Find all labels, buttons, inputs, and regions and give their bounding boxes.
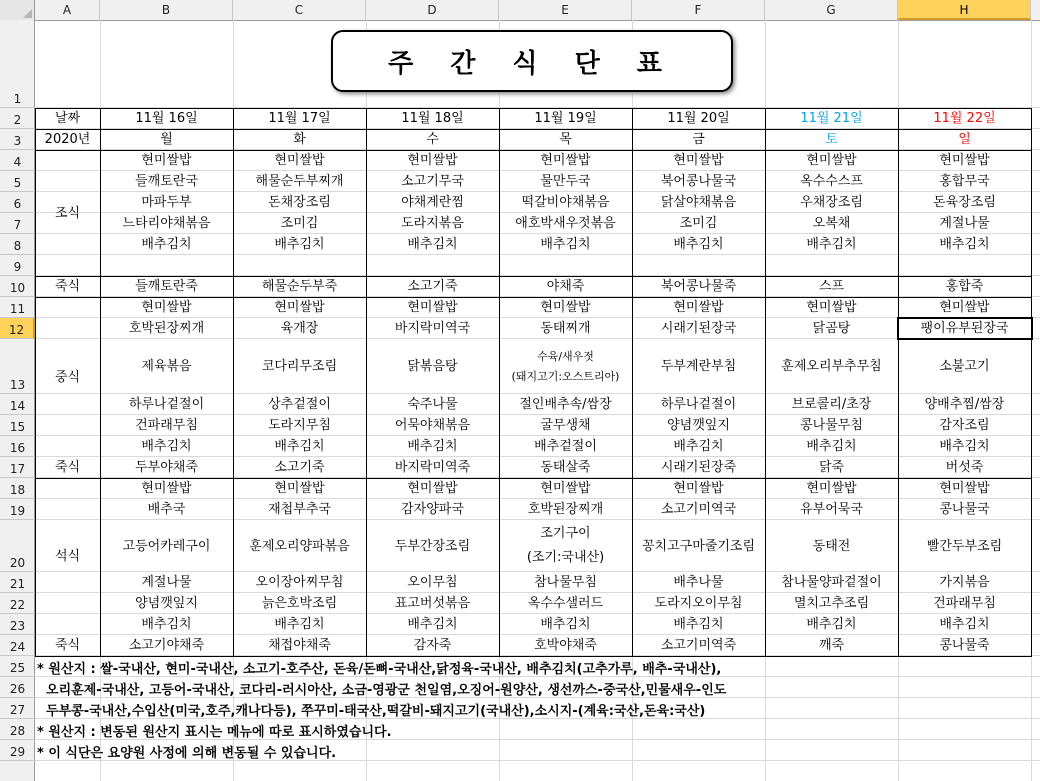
weekday-cell[interactable]: 목 — [559, 132, 572, 147]
menu-cell[interactable]: 홍합무국 — [939, 174, 990, 189]
menu-cell[interactable]: 조미김 — [280, 216, 319, 231]
menu-cell[interactable]: 배추김치 — [939, 617, 990, 632]
menu-cell[interactable]: 호박된장찌개 — [128, 321, 205, 336]
footnote-line: 오리훈제-국내산, 고등어-국내산, 코다리-러시아산, 소금-영광군 천일염,오징어-원양산, 생선까스-중국산,민물새우-인도 — [37, 683, 727, 698]
menu-cell[interactable]: 유부어묵국 — [800, 502, 863, 517]
menu-cell[interactable]: 배추김치 — [407, 617, 458, 632]
row-header-23[interactable]: 23 — [0, 614, 35, 635]
menu-item: 조기구이 — [540, 526, 591, 541]
porridge-cell[interactable]: 들깨토란죽 — [135, 279, 198, 294]
menu-cell[interactable]: 현미쌀밥 — [141, 153, 192, 168]
porridge-cell[interactable]: 콩나물죽 — [939, 638, 990, 653]
menu-cell[interactable] — [499, 520, 632, 572]
menu-cell[interactable]: 떡갈비야채볶음 — [521, 195, 610, 210]
menu-cell[interactable]: 동태전 — [812, 538, 851, 554]
menu-cell[interactable]: 배추김치 — [540, 617, 591, 632]
weekday-cell[interactable]: 금 — [692, 132, 705, 147]
date-cell[interactable]: 11월 17일 — [268, 111, 331, 126]
row-header-29[interactable]: 29 — [0, 740, 35, 761]
row-header-21[interactable]: 21 — [0, 572, 35, 593]
menu-cell[interactable]: 배추김치 — [673, 237, 724, 252]
menu-cell[interactable]: 배추나물 — [673, 575, 724, 590]
menu-cell[interactable]: 배추김치 — [806, 237, 857, 252]
row-header-9[interactable]: 9 — [0, 255, 35, 276]
column-header-a[interactable]: A — [35, 0, 100, 20]
row-header-19[interactable]: 19 — [0, 499, 35, 520]
row-header-28[interactable]: 28 — [0, 719, 35, 740]
menu-cell[interactable]: 현미쌀밥 — [806, 481, 857, 496]
menu-cell[interactable]: 현미쌀밥 — [407, 300, 458, 315]
column-header-d[interactable]: D — [366, 0, 499, 20]
menu-cell[interactable]: 감자조림 — [939, 418, 990, 433]
row-header-22[interactable]: 22 — [0, 593, 35, 614]
page-title: 주 간 식 단 표 — [331, 30, 733, 92]
menu-cell[interactable]: 도라지무침 — [268, 418, 331, 433]
section-label-breakfast[interactable]: 조식 — [54, 205, 81, 221]
menu-cell[interactable]: 참나물양파겉절이 — [781, 575, 882, 590]
menu-cell[interactable]: 하루나겉절이 — [660, 397, 737, 412]
menu-cell[interactable]: 어묵야채볶음 — [394, 418, 471, 433]
menu-cell[interactable]: 양념깻잎지 — [135, 596, 198, 611]
menu-cell[interactable]: 느타리야채볶음 — [122, 216, 211, 231]
menu-cell[interactable]: 도라지볶음 — [401, 216, 464, 231]
menu-cell[interactable]: 현미쌀밥 — [806, 153, 857, 168]
porridge-cell[interactable]: 스프 — [818, 279, 845, 294]
menu-cell[interactable]: 현미쌀밥 — [274, 153, 325, 168]
porridge-cell[interactable]: 채접야채죽 — [268, 638, 331, 653]
menu-cell[interactable]: 애호박새우젓볶음 — [515, 216, 616, 231]
porridge-cell[interactable]: 소고기야채죽 — [128, 638, 205, 653]
row-header-5[interactable]: 5 — [0, 171, 35, 192]
row-header-25[interactable]: 25 — [0, 656, 35, 677]
porridge-cell[interactable]: 닭죽 — [818, 460, 845, 475]
porridge-cell[interactable]: 감자죽 — [413, 638, 452, 653]
menu-cell[interactable]: 감자양파국 — [401, 502, 464, 517]
menu-cell[interactable]: 늙은호박조림 — [261, 596, 338, 611]
menu-cell[interactable]: 들깨토란국 — [135, 174, 198, 189]
date-cell[interactable]: 11월 21일 — [800, 111, 863, 126]
origin-note: (돼지고기:오스트리아) — [511, 369, 620, 383]
menu-cell[interactable]: 배추김치 — [673, 617, 724, 632]
menu-cell[interactable]: 계절나물 — [141, 575, 192, 590]
menu-cell[interactable]: 빨간두부조림 — [926, 538, 1003, 554]
menu-cell[interactable]: 배추김치 — [806, 439, 857, 454]
menu-cell[interactable]: 마파두부 — [141, 195, 192, 210]
menu-cell[interactable]: 배추김치 — [274, 439, 325, 454]
menu-cell[interactable]: 팽이유부된장국 — [920, 321, 1009, 336]
row-header-2[interactable]: 2 — [0, 108, 35, 129]
row-header-6[interactable]: 6 — [0, 192, 35, 213]
section-label-dinner[interactable]: 석식 — [54, 549, 81, 564]
table-border — [1031, 108, 1032, 656]
menu-cell[interactable]: 배추김치 — [939, 439, 990, 454]
menu-cell[interactable]: 참나물무침 — [534, 575, 597, 590]
weekday-cell[interactable]: 토 — [825, 132, 838, 147]
menu-cell[interactable]: 현미쌀밥 — [540, 300, 591, 315]
menu-cell[interactable]: 콩나물무침 — [800, 418, 863, 433]
porridge-cell[interactable]: 두부야채죽 — [135, 460, 198, 475]
menu-cell[interactable]: 소불고기 — [939, 359, 990, 374]
menu-cell[interactable]: 굴무생채 — [540, 418, 591, 433]
menu-cell[interactable]: 조미김 — [679, 216, 718, 231]
menu-cell[interactable]: 배추김치 — [141, 439, 192, 454]
menu-cell[interactable]: 배추국 — [147, 502, 186, 517]
menu-cell[interactable]: 배추김치 — [673, 439, 724, 454]
menu-cell[interactable]: 바지락미역국 — [394, 321, 471, 336]
weekday-cell[interactable]: 화 — [293, 132, 306, 147]
menu-cell[interactable] — [499, 339, 632, 394]
porridge-cell[interactable]: 홍합죽 — [945, 279, 984, 294]
menu-cell[interactable]: 도라지오이무침 — [654, 596, 743, 611]
date-cell[interactable]: 11월 20일 — [667, 111, 730, 126]
menu-item: 수육/새우젓 — [537, 349, 594, 363]
menu-cell[interactable]: 제육볶음 — [141, 359, 192, 374]
menu-cell[interactable]: 돈채장조림 — [268, 195, 331, 210]
row-header-13[interactable]: 13 — [0, 339, 35, 394]
menu-cell[interactable]: 닭볶음탕 — [407, 359, 458, 374]
menu-cell[interactable]: 육개장 — [280, 321, 319, 336]
spreadsheet-grid[interactable] — [35, 20, 1040, 781]
menu-cell[interactable]: 소고기무국 — [401, 174, 464, 189]
menu-cell[interactable]: 해물순두부찌개 — [255, 174, 344, 189]
menu-cell[interactable]: 하루나겉절이 — [128, 397, 205, 412]
menu-cell[interactable]: 두부계란부침 — [660, 359, 737, 374]
menu-cell[interactable]: 우채장조림 — [800, 195, 863, 210]
menu-cell[interactable]: 오복채 — [812, 216, 851, 231]
menu-cell[interactable]: 재첩부추국 — [268, 502, 331, 517]
menu-cell[interactable]: 배추김치 — [540, 237, 591, 252]
menu-cell[interactable]: 현미쌀밥 — [673, 300, 724, 315]
menu-cell[interactable]: 상추겉절이 — [268, 397, 331, 412]
date-cell[interactable]: 11월 18일 — [401, 111, 464, 126]
menu-cell[interactable]: 배추김치 — [407, 439, 458, 454]
year-label-cell[interactable]: 2020년 — [44, 132, 91, 147]
porridge-cell[interactable]: 야채죽 — [546, 279, 585, 294]
row-header-bar — [0, 20, 35, 781]
menu-cell[interactable]: 현미쌀밥 — [673, 153, 724, 168]
row-header-1[interactable]: 1 — [0, 20, 35, 108]
menu-cell[interactable]: 야채계란찜 — [401, 195, 464, 210]
menu-cell[interactable]: 배추김치 — [806, 617, 857, 632]
row-header-24[interactable]: 24 — [0, 635, 35, 656]
section-label-porridge[interactable]: 죽식 — [54, 460, 81, 475]
footnote-line: * 원산지 : 쌀-국내산, 현미-국내산, 소고기-호주산, 돈육/돈뼈-국내산,닭정육-국내산, 배추김치(고추가루, 배추-국내산), — [37, 662, 722, 677]
menu-cell[interactable]: 현미쌀밥 — [939, 153, 990, 168]
porridge-cell[interactable]: 시래기된장죽 — [660, 460, 737, 475]
menu-cell[interactable]: 현미쌀밥 — [407, 153, 458, 168]
column-header-c[interactable]: C — [233, 0, 366, 20]
menu-cell[interactable]: 호박된장찌개 — [527, 502, 604, 517]
menu-cell[interactable]: 코다리무조림 — [261, 359, 338, 374]
selected-cell-h12[interactable] — [897, 317, 1033, 340]
menu-cell[interactable]: 콩나물국 — [939, 502, 990, 517]
porridge-cell[interactable]: 동태살죽 — [540, 460, 591, 475]
section-label-porridge[interactable]: 죽식 — [54, 279, 81, 294]
row-header-4[interactable]: 4 — [0, 150, 35, 171]
porridge-cell[interactable]: 바지락미역죽 — [394, 460, 471, 475]
menu-cell[interactable]: 동태찌개 — [540, 321, 591, 336]
menu-cell[interactable]: 배추김치 — [939, 237, 990, 252]
menu-cell[interactable]: 오이무침 — [407, 575, 458, 590]
date-cell[interactable]: 11월 22일 — [933, 111, 996, 126]
menu-cell[interactable]: 현미쌀밥 — [274, 481, 325, 496]
menu-cell[interactable]: 배추김치 — [274, 617, 325, 632]
menu-cell[interactable]: 브로콜리/초장 — [791, 397, 872, 412]
menu-cell[interactable]: 건파래무침 — [135, 418, 198, 433]
menu-cell[interactable]: 현미쌀밥 — [407, 481, 458, 496]
menu-cell[interactable]: 소고기미역국 — [660, 502, 737, 517]
row-header-27[interactable]: 27 — [0, 698, 35, 719]
menu-cell[interactable]: 절인배추속/쌈장 — [519, 397, 612, 412]
menu-cell[interactable]: 숙주나물 — [407, 397, 458, 412]
menu-cell[interactable]: 현미쌀밥 — [540, 153, 591, 168]
menu-cell[interactable]: 물만두국 — [540, 174, 591, 189]
row-header-26[interactable]: 26 — [0, 677, 35, 698]
menu-cell[interactable]: 계절나물 — [939, 216, 990, 231]
menu-cell[interactable]: 북어콩나물국 — [660, 174, 737, 189]
weekday-cell[interactable]: 일 — [958, 132, 971, 147]
menu-cell[interactable]: 배추김치 — [407, 237, 458, 252]
row-header-8[interactable]: 8 — [0, 234, 35, 255]
menu-cell[interactable]: 현미쌀밥 — [939, 481, 990, 496]
porridge-cell[interactable]: 버섯죽 — [945, 460, 984, 475]
menu-cell[interactable]: 시래기된장국 — [660, 321, 737, 336]
column-header-bar — [0, 0, 1040, 21]
row-header-3[interactable]: 3 — [0, 129, 35, 150]
menu-cell[interactable]: 배추김치 — [141, 617, 192, 632]
row-header-11[interactable]: 11 — [0, 297, 35, 318]
row-header-17[interactable]: 17 — [0, 457, 35, 478]
menu-cell[interactable]: 가지볶음 — [939, 575, 990, 590]
row-header-10[interactable]: 10 — [0, 276, 35, 297]
porridge-cell[interactable]: 해물순두부죽 — [261, 279, 338, 294]
row-header-18[interactable]: 18 — [0, 478, 35, 499]
porridge-cell[interactable]: 호박야채죽 — [534, 638, 597, 653]
menu-cell[interactable]: 오이장아찌무침 — [255, 575, 344, 590]
column-header-h[interactable]: H — [898, 0, 1031, 20]
menu-cell[interactable]: 현미쌀밥 — [806, 300, 857, 315]
menu-cell[interactable]: 훈제오리양파볶음 — [249, 538, 350, 554]
column-header-e[interactable]: E — [499, 0, 632, 20]
date-label-cell[interactable]: 날짜 — [54, 111, 81, 126]
porridge-cell[interactable]: 소고기미역죽 — [660, 638, 737, 653]
origin-note: (조기:국내산) — [526, 550, 605, 565]
row-header-12[interactable]: 12 — [0, 318, 35, 339]
menu-cell[interactable]: 두부간장조림 — [394, 538, 471, 554]
menu-cell[interactable]: 배추겉절이 — [534, 439, 597, 454]
menu-cell[interactable]: 옥수수샐러드 — [527, 596, 604, 611]
porridge-cell[interactable]: 소고기죽 — [407, 279, 458, 294]
menu-cell[interactable]: 양념깻잎지 — [667, 418, 730, 433]
column-header-b[interactable]: B — [100, 0, 233, 20]
date-cell[interactable]: 11월 16일 — [135, 111, 198, 126]
menu-cell[interactable]: 멸치고추조림 — [793, 596, 870, 611]
section-label-porridge[interactable]: 죽식 — [54, 638, 81, 653]
column-header-g[interactable]: G — [765, 0, 898, 20]
porridge-cell[interactable]: 소고기죽 — [274, 460, 325, 475]
weekday-cell[interactable]: 월 — [160, 132, 173, 147]
row-header-20[interactable]: 20 — [0, 520, 35, 572]
porridge-cell[interactable]: 북어콩나물죽 — [660, 279, 737, 294]
row-header-7[interactable]: 7 — [0, 213, 35, 234]
menu-cell[interactable]: 현미쌀밥 — [673, 481, 724, 496]
menu-cell[interactable]: 훈제오리부추무침 — [781, 359, 882, 374]
menu-cell[interactable]: 고등어카레구이 — [122, 538, 211, 554]
weekday-cell[interactable]: 수 — [426, 132, 439, 147]
section-label-lunch[interactable]: 중식 — [54, 369, 81, 385]
date-cell[interactable]: 11월 19일 — [534, 111, 597, 126]
footnote-line: * 원산지 : 변동된 원산지 표시는 메뉴에 따로 표시하였습니다. — [37, 725, 392, 740]
menu-cell[interactable]: 옥수수스프 — [800, 174, 863, 189]
footnote-line: * 이 식단은 요양원 사정에 의해 변동될 수 있습니다. — [37, 746, 337, 761]
row-header-16[interactable]: 16 — [0, 436, 35, 457]
row-header-14[interactable]: 14 — [0, 394, 35, 415]
table-border — [35, 656, 1032, 657]
menu-cell[interactable]: 닭곰탕 — [812, 321, 851, 336]
menu-cell[interactable]: 돈육장조림 — [933, 195, 996, 210]
menu-cell[interactable]: 현미쌀밥 — [141, 300, 192, 315]
porridge-cell[interactable]: 깨죽 — [818, 638, 845, 653]
column-header-f[interactable]: F — [632, 0, 765, 20]
menu-cell[interactable]: 현미쌀밥 — [141, 481, 192, 496]
menu-cell[interactable]: 배추김치 — [141, 237, 192, 252]
menu-cell[interactable]: 현미쌀밥 — [540, 481, 591, 496]
menu-cell[interactable]: 건파래무침 — [933, 596, 996, 611]
row-header-15[interactable]: 15 — [0, 415, 35, 436]
select-all-corner[interactable] — [0, 0, 35, 20]
menu-cell[interactable]: 표고버섯볶음 — [394, 596, 471, 611]
menu-cell[interactable]: 꽁치고구마줄기조림 — [641, 538, 756, 554]
menu-cell[interactable]: 현미쌀밥 — [274, 300, 325, 315]
menu-cell[interactable]: 배추김치 — [274, 237, 325, 252]
footnote-line: 두부콩-국내산,수입산(미국,호주,캐나다등), 쭈꾸미-태국산,떡갈비-돼지고기(국내산),소시지-(계육:국산,돈육:국산) — [37, 704, 706, 719]
menu-cell[interactable]: 양배추찜/쌈장 — [924, 397, 1005, 412]
menu-cell[interactable]: 현미쌀밥 — [939, 300, 990, 315]
menu-cell[interactable]: 닭살야채볶음 — [660, 195, 737, 210]
